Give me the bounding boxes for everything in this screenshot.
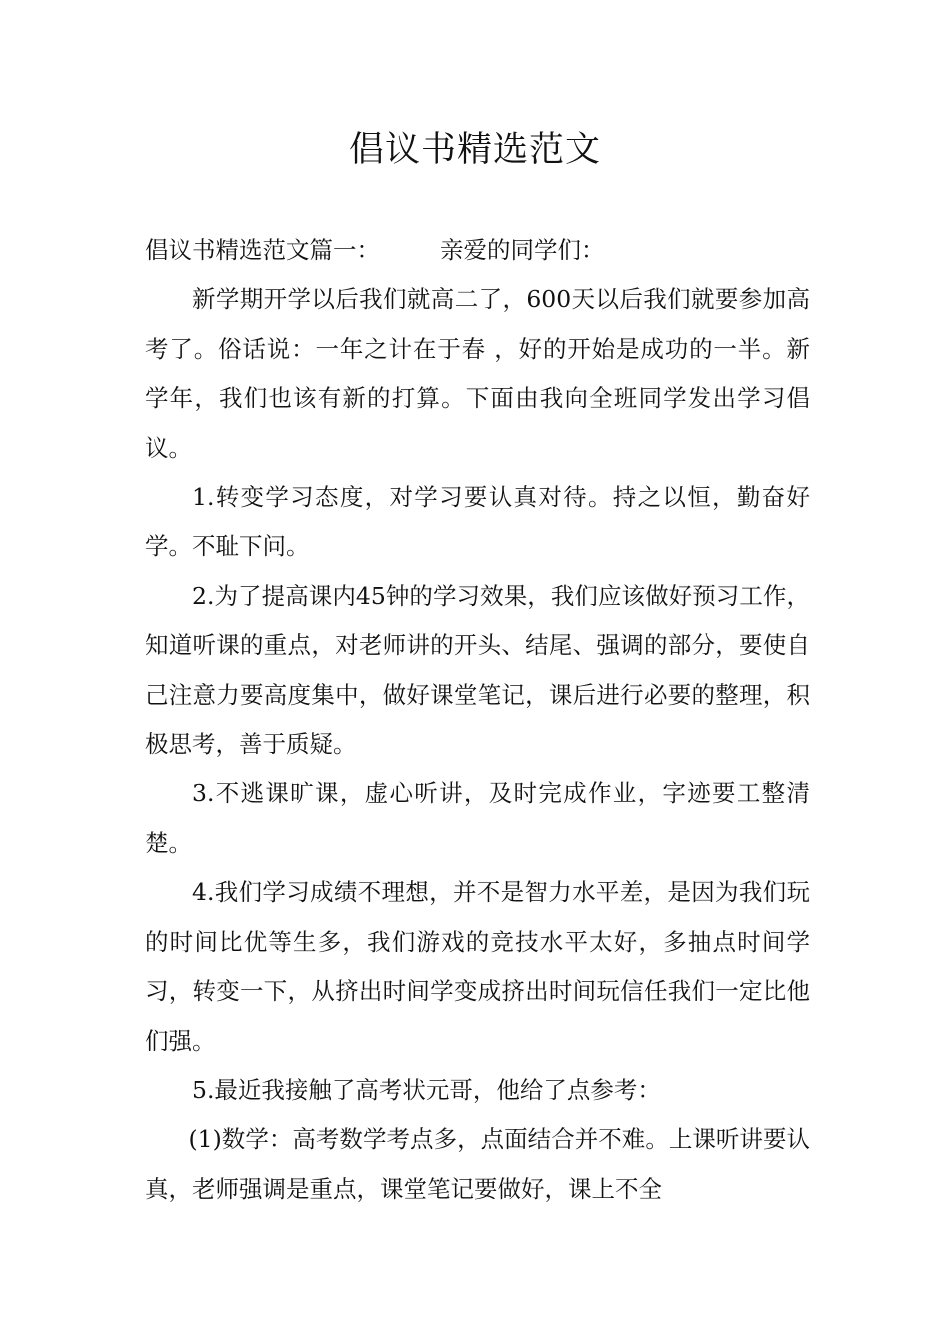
intro-label: 倡议书精选范文篇一： xyxy=(145,236,380,264)
paragraph: (1)数学：高考数学考点多，点面结合并不难。上课听讲要认真，老师强调是重点，课堂笔记要做好，课上不全 xyxy=(145,1125,810,1203)
paragraph: 3.不逃课旷课，虚心听讲，及时完成作业，字迹要工整清楚。 xyxy=(145,779,810,857)
intro-line xyxy=(145,226,810,275)
paragraph: 新学期开学以后我们就高二了，600天以后我们就要参加高考了。俗话说：一年之计在于春 ，好的开始是成功的一半。新学年，我们也该有新的打算。下面由我向全班同学发出学习倡议。 xyxy=(145,285,810,462)
paragraph: 4.我们学习成绩不理想，并不是智力水平差，是因为我们玩的时间比优等生多，我们游戏的竞技水平太好，多抽点时间学习，转变一下，从挤出时间学变成挤出时间玩信任我们一定比他们强。 xyxy=(145,878,810,1055)
paragraph: 5.最近我接触了高考状元哥，他给了点参考： xyxy=(192,1075,661,1104)
document-body xyxy=(145,226,810,1214)
document-title: 倡议书精选范文 xyxy=(348,130,601,170)
greeting: 亲爱的同学们： xyxy=(440,236,605,264)
paragraph: 2.为了提高课内45钟的学习效果，我们应该做好预习工作，知道听课的重点，对老师讲的开头、结尾、强调的部分，要使自己注意力要高度集中，做好课堂笔记，课后进行必要的整理，积极思考，善于质疑。 xyxy=(145,581,810,759)
paragraph: 1.转变学习态度，对学习要认真对待。持之以恒，勤奋好学。不耻下问。 xyxy=(145,483,810,561)
